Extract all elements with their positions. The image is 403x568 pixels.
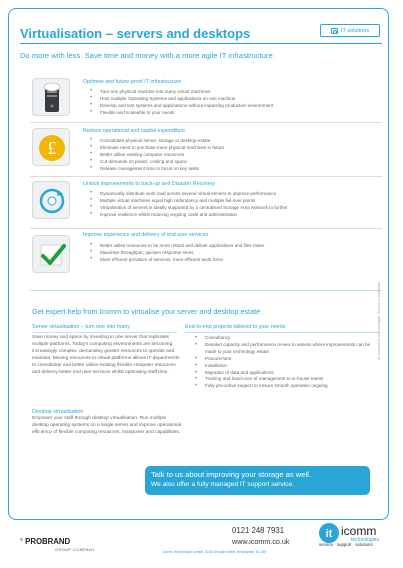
section-bullets bbox=[100, 190, 380, 218]
icomm-logo bbox=[318, 522, 384, 552]
list-item: • Dynamically distribute work load across several virtual servers to improve performance bbox=[100, 190, 380, 197]
desktop-virtualisation-heading: Desktop virtualisation bbox=[32, 409, 84, 415]
server-virtualisation-heading: Server virtualisation – turn one into many bbox=[32, 324, 130, 330]
list-item: • Virtualisation of servers is ideally supported by a centralised Storage Area Network to further bbox=[100, 204, 380, 211]
list-item: • improve resilience whilst reducing ongoing costs and administration bbox=[100, 211, 380, 218]
probrand-logo bbox=[20, 537, 70, 546]
svg-text:it: it bbox=[325, 528, 333, 540]
company-address: Icomm Technologies Limited, 60-56 Dendale Street, Birmingham, B1 1BF bbox=[163, 550, 267, 554]
icomm-logo-sub: technologies bbox=[351, 537, 380, 543]
svg-text:£: £ bbox=[47, 138, 57, 158]
list-item: • Release management time to focus on key tasks bbox=[100, 165, 380, 172]
cta-banner[interactable] bbox=[145, 466, 370, 495]
icomm-tagline: service · support · solutions bbox=[319, 542, 373, 547]
tagline: Do more with less. Save time and money with a more agile IT infrastructure. bbox=[20, 51, 275, 60]
registered-icon: ® bbox=[20, 537, 23, 542]
section-divider bbox=[30, 176, 382, 177]
badge-label: IT solutions bbox=[340, 27, 370, 34]
section-bullets bbox=[100, 88, 380, 116]
probrand-name: PROBRAND bbox=[25, 537, 71, 546]
expert-rule bbox=[30, 290, 382, 291]
list-item: • Migration of data and applications bbox=[205, 370, 380, 377]
website-link[interactable]: www.icomm.co.uk bbox=[232, 537, 290, 546]
list-item: • Cut demands on power, cooling and space bbox=[100, 158, 380, 165]
server-cloud-icon bbox=[32, 78, 70, 116]
probrand-subtitle: GROUP COMPANY bbox=[55, 548, 96, 552]
list-item: • Consultancy bbox=[205, 335, 380, 342]
list-item: • Better utilise existing computer resources bbox=[100, 151, 380, 158]
list-item: • Host multiple Operating Systems and applications on one machine bbox=[100, 95, 380, 102]
phone-number: 0121 248 7931 bbox=[232, 526, 285, 535]
list-item: • Better utilise resources to be more robust and deliver applications and files faster bbox=[100, 242, 380, 249]
list-item: • Procurement bbox=[205, 356, 380, 363]
camera-icon bbox=[331, 28, 338, 34]
cta-line-1: Talk to us about improving your storage as well. bbox=[151, 470, 311, 479]
section-heading: Optimise and future proof IT infrastructure bbox=[83, 79, 182, 85]
list-item: • Training and hand-over of management to in-house teams bbox=[205, 376, 380, 383]
list-item: • Detailed capacity and performance review to assess where improvements can be made to your technology estate bbox=[205, 342, 380, 356]
backup-refresh-icon bbox=[32, 181, 70, 219]
list-item: • More efficient provision of services, more efficient work force bbox=[100, 256, 380, 263]
list-item: • Multiple virtual machines equal high redundancy and multiple fail-over points bbox=[100, 197, 380, 204]
checkmark-icon bbox=[32, 235, 70, 273]
list-item: • Flexible and scaleable to your needs bbox=[100, 109, 380, 116]
section-heading: Improve experience and delivery of end user services bbox=[83, 232, 209, 238]
cta-line-2: We also offer a fully managed IT support service. bbox=[151, 481, 294, 488]
section-bullets bbox=[100, 242, 380, 263]
pound-sign-icon bbox=[32, 128, 70, 166]
header-rule bbox=[20, 43, 382, 44]
list-item: • Fully pro-active support to ensure smooth operation ongoing bbox=[205, 383, 380, 390]
section-heading: Unlock improvements to back-up and Disaster Recovery bbox=[83, 181, 216, 187]
list-item: • Maximise throughput, quicken response times bbox=[100, 249, 380, 256]
section-divider bbox=[30, 228, 382, 229]
list-item: • Consolidate physical server, storage or desktop estate bbox=[100, 137, 380, 144]
it-solutions-badge bbox=[320, 24, 380, 37]
end-to-end-bullets bbox=[205, 335, 380, 390]
desktop-virtualisation-body: Empower your staff through desktop virtualisation. Run multiple desktop operating systems on a single server and improve operational efficiency of flexible computing resources, manpower and capabilities. bbox=[32, 416, 182, 435]
section-divider bbox=[30, 122, 382, 123]
page-title: Virtualisation – servers and desktops bbox=[20, 26, 251, 41]
end-to-end-heading: End-to-end projects tailored to your needs bbox=[185, 324, 286, 330]
list-item: • Installation bbox=[205, 363, 380, 370]
server-virtualisation-body: Save money and space by investing in one server that replicates multiple platforms. Today's computing environments are becoming increasingly complex, demanding greater resources to operate and maintain. Moving resources to virtual platforms allows IT departments to consolidate and better utilise existing flexible computer resources and delivery better end user services whilst optimising staff time. bbox=[32, 335, 180, 375]
expert-heading: Get expert help from Icomm to virtualise your server and desktop estate bbox=[32, 307, 261, 316]
column-rule bbox=[32, 332, 177, 333]
section-bullets bbox=[100, 137, 380, 172]
list-item: • Turn one physical machine into many virtual machines bbox=[100, 88, 380, 95]
column-rule bbox=[185, 332, 380, 333]
side-note: All trademarks acknowledged. Subject to availability. bbox=[377, 281, 381, 360]
icomm-logo-text: icomm bbox=[341, 524, 377, 538]
list-item: • Develop and test systems and applications without impacting production environment bbox=[100, 102, 380, 109]
list-item: • Eliminate need to purchase more physical machines in future bbox=[100, 144, 380, 151]
section-heading: Reduce operational and capital expenditure bbox=[83, 128, 186, 134]
